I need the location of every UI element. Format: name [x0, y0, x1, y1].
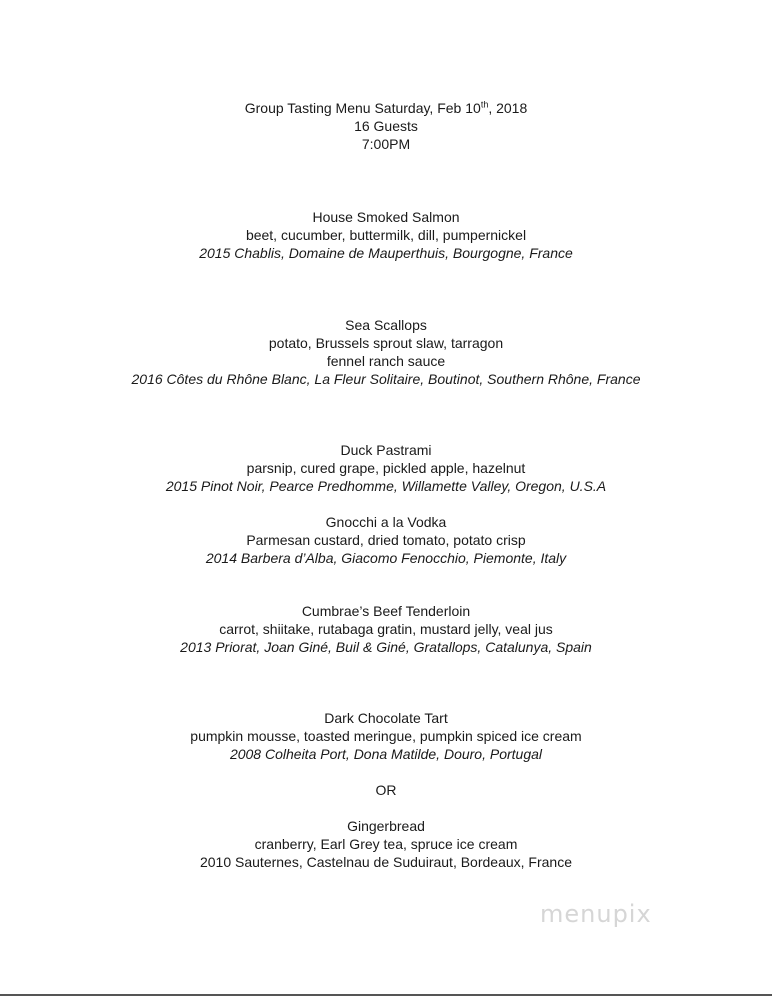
course-name: Duck Pastrami [340, 442, 432, 458]
course-description: pumpkin mousse, toasted meringue, pumpkin spiced ice cream [190, 728, 582, 744]
menu-title: Group Tasting Menu Saturday, Feb 10th, 2018 [244, 99, 528, 116]
wine-pairing: 2010 Sauternes, Castelnau de Suduiraut, Bordeaux, France [199, 854, 573, 870]
course-description: beet, cucumber, buttermilk, dill, pumpernickel [245, 227, 527, 243]
wine-pairing: 2015 Pinot Noir, Pearce Predhomme, Willamette Valley, Oregon, U.S.A [165, 478, 607, 494]
wine-pairing: 2015 Chablis, Domaine de Mauperthuis, Bourgogne, France [199, 245, 573, 261]
course-description: cranberry, Earl Grey tea, spruce ice cream [254, 836, 518, 852]
wine-pairing: 2016 Côtes du Rhône Blanc, La Fleur Solitaire, Boutinot, Southern Rhône, France [131, 371, 641, 387]
event-time: 7:00PM [361, 136, 411, 152]
wine-pairing: 2013 Priorat, Joan Giné, Buil & Giné, Gratallops, Catalunya, Spain [180, 639, 592, 655]
course-description: parsnip, cured grape, pickled apple, hazelnut [246, 460, 526, 476]
course-name: House Smoked Salmon [312, 209, 460, 225]
course-description: potato, Brussels sprout slaw, tarragon [268, 335, 504, 351]
course-house-smoked-salmon [0, 208, 772, 262]
course-name: Sea Scallops [345, 317, 427, 333]
course-name: Dark Chocolate Tart [324, 710, 448, 726]
course-beef-tenderloin [0, 602, 772, 656]
menupix-watermark: menupix [540, 900, 652, 928]
course-gnocchi-a-la-vodka [0, 513, 772, 567]
course-description: fennel ranch sauce [326, 353, 446, 369]
course-sea-scallops [0, 316, 772, 388]
wine-pairing: 2008 Colheita Port, Dona Matilde, Douro, Portugal [229, 746, 543, 762]
wine-pairing: 2014 Barbera d’Alba, Giacomo Fenocchio, Piemonte, Italy [205, 550, 567, 566]
course-name: Gnocchi a la Vodka [325, 514, 447, 530]
course-description: carrot, shiitake, rutabaga gratin, mustard jelly, veal jus [219, 621, 553, 637]
menu-header [0, 99, 772, 153]
course-name: Gingerbread [347, 818, 425, 834]
course-dark-chocolate-tart [0, 709, 772, 763]
page-bottom-rule [0, 994, 772, 996]
guest-count: 16 Guests [354, 118, 418, 134]
or-divider: OR [375, 782, 397, 798]
course-duck-pastrami [0, 441, 772, 495]
course-description: Parmesan custard, dried tomato, potato crisp [246, 532, 526, 548]
course-name: Cumbrae’s Beef Tenderloin [301, 603, 471, 619]
course-gingerbread [0, 817, 772, 871]
